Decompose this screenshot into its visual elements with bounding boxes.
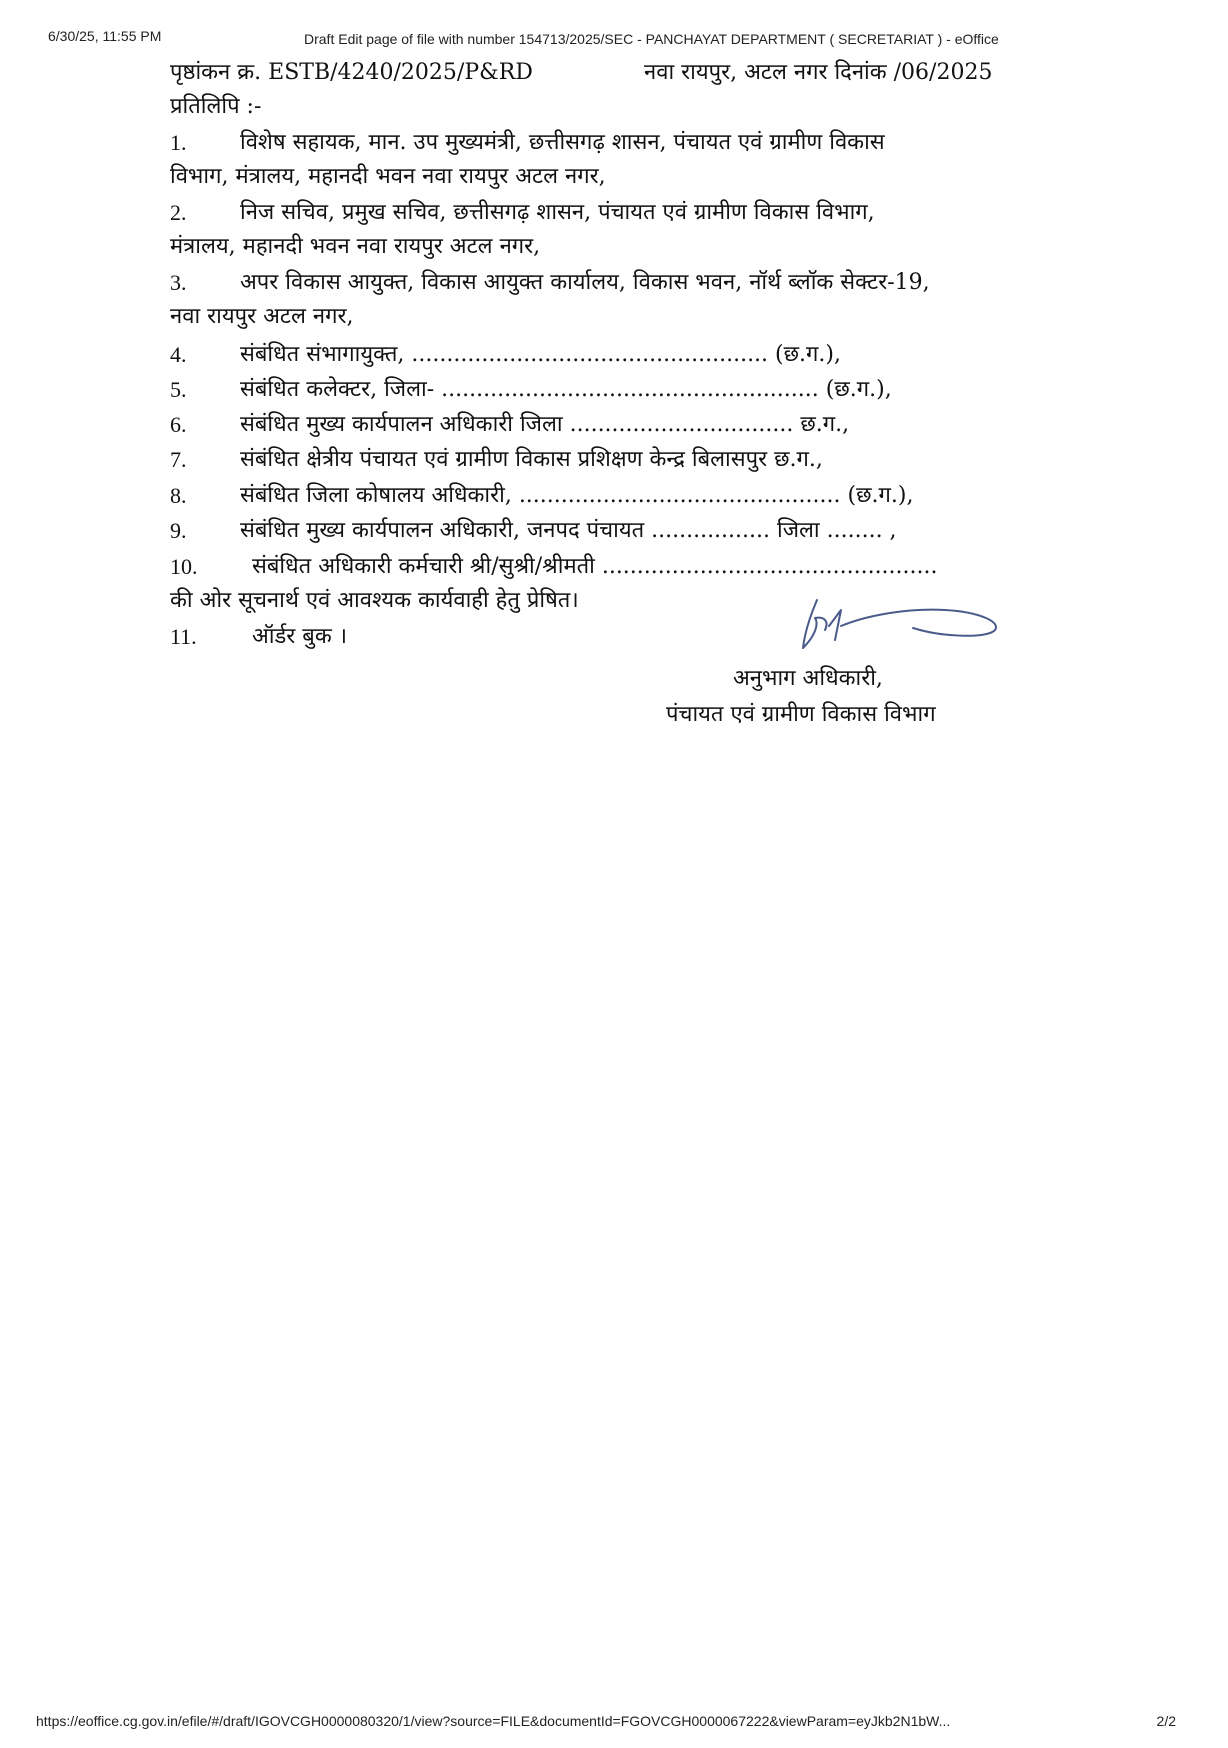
page-title: Draft Edit page of file with number 154713/2025/SEC - PANCHAYAT DEPARTMENT ( SECRETARIAT ) - eOffice <box>304 31 999 47</box>
item-text-continued: विभाग, मंत्रालय, महानदी भवन नवा रायपुर अटल नगर, <box>170 164 606 189</box>
page-url: https://eoffice.cg.gov.in/efile/#/draft/IGOVCGH0000080320/1/view?source=FILE&documentId=FGOVCGH0000067222&viewParam=eyJkb2N1bW... <box>36 1713 951 1729</box>
print-timestamp: 6/30/25, 11:55 PM <box>48 28 162 44</box>
page-number: 2/2 <box>1156 1713 1176 1729</box>
item-text: संबंधित अधिकारी कर्मचारी श्री/सुश्री/श्रीमती ................................................ <box>252 554 938 579</box>
signatory-designation: अनुभाग अधिकारी, <box>733 666 883 691</box>
item-text-continued: की ओर सूचनार्थ एवं आवश्यक कार्यवाही हेतु प्रेषित। <box>170 588 579 613</box>
item-number: 1. <box>170 130 187 155</box>
copy-to-heading: प्रतिलिपि :- <box>170 94 262 119</box>
item-number: 4. <box>170 342 187 367</box>
item-number: 9. <box>170 518 187 543</box>
item-text: अपर विकास आयुक्त, विकास आयुक्त कार्यालय, विकास भवन, नॉर्थ ब्लॉक सेक्टर-19, <box>240 270 930 295</box>
item-number: 2. <box>170 200 187 225</box>
browser-print-header <box>48 28 1138 48</box>
place-date: नवा रायपुर, अटल नगर दिनांक /06/2025 <box>644 60 993 85</box>
item-text: ऑर्डर बुक । <box>252 624 348 649</box>
item-text: संबंधित मुख्य कार्यपालन अधिकारी जिला ................................ छ.ग., <box>240 412 850 437</box>
item-text: विशेष सहायक, मान. उप मुख्यमंत्री, छत्तीसगढ़ शासन, पंचायत एवं ग्रामीण विकास <box>240 130 885 155</box>
item-text: संबंधित जिला कोषालय अधिकारी, .............................................. (छ.ग.), <box>240 483 914 508</box>
item-text: संबंधित कलेक्टर, जिला- ...................................................... (छ.ग.), <box>240 377 892 402</box>
item-number: 10. <box>170 554 198 579</box>
endorsement-number: पृष्ठांकन क्र. ESTB/4240/2025/P&RD <box>170 60 533 85</box>
item-text-continued: नवा रायपुर अटल नगर, <box>170 304 354 329</box>
signature <box>795 596 1005 656</box>
item-number: 8. <box>170 483 187 508</box>
item-number: 7. <box>170 447 187 472</box>
item-number: 3. <box>170 270 187 295</box>
item-number: 5. <box>170 377 187 402</box>
item-number: 6. <box>170 412 187 437</box>
item-text: निज सचिव, प्रमुख सचिव, छत्तीसगढ़ शासन, पंचायत एवं ग्रामीण विकास विभाग, <box>240 200 875 225</box>
item-text: संबंधित क्षेत्रीय पंचायत एवं ग्रामीण विकास प्रशिक्षण केन्द्र बिलासपुर छ.ग., <box>240 447 823 472</box>
item-number: 11. <box>170 624 197 649</box>
signatory-department: पंचायत एवं ग्रामीण विकास विभाग <box>666 702 936 727</box>
browser-print-footer <box>36 1713 1176 1733</box>
item-text: संबंधित मुख्य कार्यपालन अधिकारी, जनपद पंचायत ................. जिला ........ , <box>240 518 897 543</box>
item-text: संबंधित संभागायुक्त, ................................................... (छ.ग.), <box>240 342 841 367</box>
item-text-continued: मंत्रालय, महानदी भवन नवा रायपुर अटल नगर, <box>170 234 541 259</box>
